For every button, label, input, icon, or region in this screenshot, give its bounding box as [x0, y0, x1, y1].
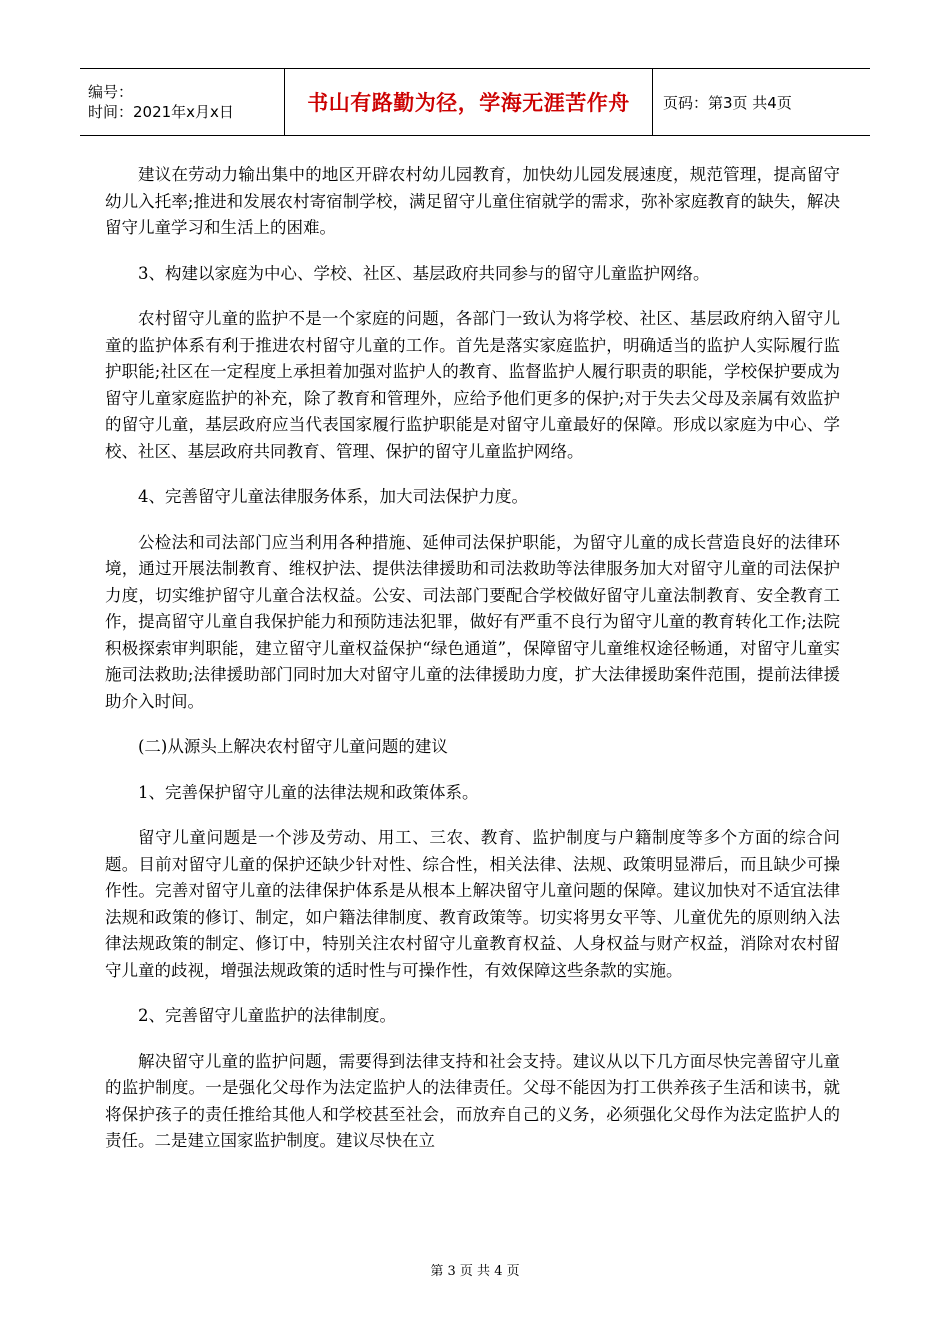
paragraph: 公检法和司法部门应当利用各种措施、延伸司法保护职能，为留守儿童的成长营造良好的法律环境，通过开展法制教育、维权护法、提供法律援助和司法救助等法律服务加大对留守儿童的司法保护力度，切实维护留守儿童合法权益。公安、司法部门要配合学校做好留守儿童法制教育、安全教育工作，提高留守儿童自我保护能力和预防违法犯罪，做好有严重不良行为留守儿童的教育转化工作;法院积极探索审判职能，建立留守儿童权益保护“绿色通道”，保障留守儿童维权途径畅通，对留守儿童实施司法救助;法律援助部门同时加大对留守儿童的法律援助力度，扩大法律援助案件范围，提前法律援助介入时间。: [105, 532, 840, 711]
paragraph: 农村留守儿童的监护不是一个家庭的问题，各部门一致认为将学校、社区、基层政府纳入留守儿童的监护体系有利于推进农村留守儿童的工作。首先是落实家庭监护，明确适当的监护人实际履行监护职能;社区在一定程度上承担着加强对监护人的教育、监督监护人履行职责的职能，学校保护要成为留守儿童家庭监护的补充，除了教育和管理外，应给予他们更多的保护;对于失去父母及亲属有效监护的留守儿童，基层政府应当代表国家履行监护职能是对留守儿童最好的保障。形成以家庭为中心、学校、社区、基层政府共同教育、管理、保护的留守儿童监护网络。: [105, 309, 840, 461]
paragraph: 建议在劳动力输出集中的地区开辟农村幼儿园教育，加快幼儿园发展速度，规范管理，提高留守幼儿入托率;推进和发展农村寄宿制学校，满足留守儿童住宿就学的需求，弥补家庭教育的缺失，解决留守儿童学习和生活上的困难。: [105, 165, 840, 237]
section-heading: 3、构建以家庭为中心、学校、社区、基层政府共同参与的留守儿童监护网络。: [138, 263, 710, 283]
document-time-label: 时间：2021年x月x日: [88, 103, 234, 121]
section-heading: 2、完善留守儿童监护的法律制度。: [138, 1006, 396, 1025]
document-number-label: 编号：: [88, 83, 134, 101]
header-motto: 书山有路勤为径，学海无涯苦作舟: [285, 69, 653, 135]
page-header: [80, 68, 870, 136]
paragraph: 留守儿童问题是一个涉及劳动、用工、三农、教育、监护制度与户籍制度等多个方面的综合问题。目前对留守儿童的保护还缺少针对性、综合性，相关法律、法规、政策明显滞后，而且缺少可操作性。完善对留守儿童的法律保护体系是从根本上解决留守儿童问题的保障。建议加快对不适宜法律法规和政策的修订、制定，如户籍法律制度、教育政策等。切实将男女平等、儿童优先的原则纳入法律法规政策的制定、修订中，特别关注农村留守儿童教育权益、人身权益与财产权益，消除对农村留守儿童的歧视，增强法规政策的适时性与可操作性，有效保障这些条款的实施。: [105, 828, 840, 980]
document-body: [105, 162, 840, 1174]
section-heading: 4、完善留守儿童法律服务体系，加大司法保护力度。: [138, 487, 528, 506]
paragraph: 解决留守儿童的监护问题，需要得到法律支持和社会支持。建议从以下几方面尽快完善留守儿童的监护制度。一是强化父母作为法定监护人的法律责任。父母不能因为打工供养孩子生活和读书，就将保护孩子的责任推给其他人和学校甚至社会，而放弃自己的义务，必须强化父母作为法定监护人的责任。二是建立国家监护制度。建议尽快在立: [105, 1051, 840, 1150]
section-heading: (二)从源头上解决农村留守儿童问题的建议: [138, 737, 448, 756]
section-heading: 1、完善保护留守儿童的法律法规和政策体系。: [138, 782, 479, 802]
page-footer: 第 3 页 共 4 页: [430, 1264, 520, 1279]
header-meta: [80, 69, 285, 135]
header-page-info: 页码：第3页 共4页: [663, 93, 792, 112]
